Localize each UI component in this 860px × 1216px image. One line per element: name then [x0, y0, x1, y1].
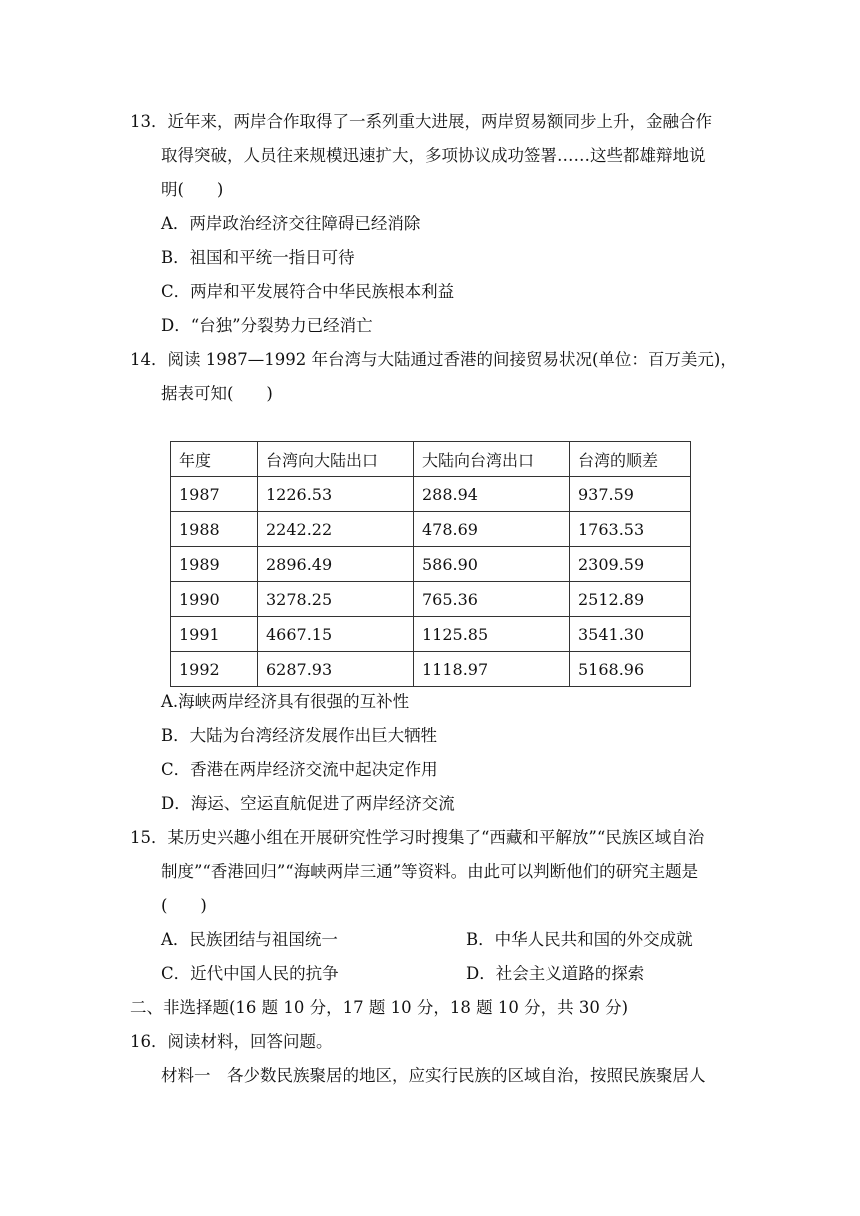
table-cell: 1991: [171, 617, 258, 652]
question-15-option-b: B．中华人民共和国的外交成就: [466, 930, 693, 949]
table-cell: 1987: [171, 477, 258, 512]
table-cell: 3278.25: [258, 582, 414, 617]
table-cell: 1125.85: [414, 617, 570, 652]
question-13-option-b: B．祖国和平统一指日可待: [161, 248, 355, 267]
table-row: [171, 477, 691, 512]
question-14-option-b: B．大陆为台湾经济发展作出巨大牺牲: [161, 726, 438, 745]
question-14-option-c: C．香港在两岸经济交流中起决定作用: [161, 760, 438, 779]
table-cell: 1989: [171, 547, 258, 582]
table-cell: 288.94: [414, 477, 570, 512]
table-cell: 2512.89: [570, 582, 691, 617]
question-15-option-d: D．社会主义道路的探索: [466, 964, 645, 983]
question-15-option-a: A．民族团结与祖国统一: [161, 930, 338, 949]
question-14-stem-cont: 据表可知( ): [161, 384, 273, 403]
question-13-stem: 13．近年来，两岸合作取得了一系列重大进展，两岸贸易额同步上升，金融合作: [130, 112, 712, 131]
table-cell: 5168.96: [570, 652, 691, 687]
trade-table: [170, 441, 691, 687]
table-cell: 6287.93: [258, 652, 414, 687]
table-header-cell: 大陆向台湾出口: [414, 442, 570, 477]
question-16-material-1: 材料一 各少数民族聚居的地区，应实行民族的区域自治，按照民族聚居人: [161, 1066, 706, 1085]
table-row: [171, 582, 691, 617]
table-cell: 1988: [171, 512, 258, 547]
table-cell: 1990: [171, 582, 258, 617]
question-13-stem-end: 明( ): [161, 180, 224, 199]
question-14-option-d: D．海运、空运直航促进了两岸经济交流: [161, 794, 455, 813]
question-15-stem-cont: 制度”“香港回归”“海峡两岸三通”等资料。由此可以判断他们的研究主题是: [161, 862, 699, 881]
question-15-option-c: C．近代中国人民的抗争: [161, 964, 339, 983]
table-cell: 765.36: [414, 582, 570, 617]
table-header-cell: 年度: [171, 442, 258, 477]
table-cell: 2309.59: [570, 547, 691, 582]
table-row: [171, 547, 691, 582]
table-cell: 1118.97: [414, 652, 570, 687]
question-14-option-a: A.海峡两岸经济具有很强的互补性: [161, 692, 410, 711]
section-heading: 二、非选择题(16 题 10 分，17 题 10 分，18 题 10 分，共 30 分): [130, 998, 629, 1017]
table-header-cell: 台湾向大陆出口: [258, 442, 414, 477]
table-cell: 2896.49: [258, 547, 414, 582]
table-cell: 3541.30: [570, 617, 691, 652]
table-cell: 1226.53: [258, 477, 414, 512]
table-header-cell: 台湾的顺差: [570, 442, 691, 477]
question-13-option-a: A．两岸政治经济交往障碍已经消除: [161, 214, 421, 233]
table-row: [171, 617, 691, 652]
table-row: [171, 512, 691, 547]
question-14-stem: 14．阅读 1987—1992 年台湾与大陆通过香港的间接贸易状况(单位：百万美元)，: [130, 350, 737, 369]
table-cell: 586.90: [414, 547, 570, 582]
question-15-stem-end: ( ): [161, 896, 207, 915]
question-13-option-c: C．两岸和平发展符合中华民族根本利益: [161, 282, 455, 301]
question-15-stem: 15．某历史兴趣小组在开展研究性学习时搜集了“西藏和平解放”“民族区域自治: [130, 828, 705, 847]
table-cell: 937.59: [570, 477, 691, 512]
table-cell: 1763.53: [570, 512, 691, 547]
question-16-stem: 16．阅读材料，回答问题。: [130, 1032, 333, 1051]
table-header-row: [171, 442, 691, 477]
question-13-option-d: D．“台独”分裂势力已经消亡: [161, 316, 373, 335]
table-cell: 1992: [171, 652, 258, 687]
table-cell: 4667.15: [258, 617, 414, 652]
question-13-stem-cont: 取得突破，人员往来规模迅速扩大，多项协议成功签署……这些都雄辩地说: [161, 146, 706, 165]
table-row: [171, 652, 691, 687]
table-cell: 478.69: [414, 512, 570, 547]
table-cell: 2242.22: [258, 512, 414, 547]
